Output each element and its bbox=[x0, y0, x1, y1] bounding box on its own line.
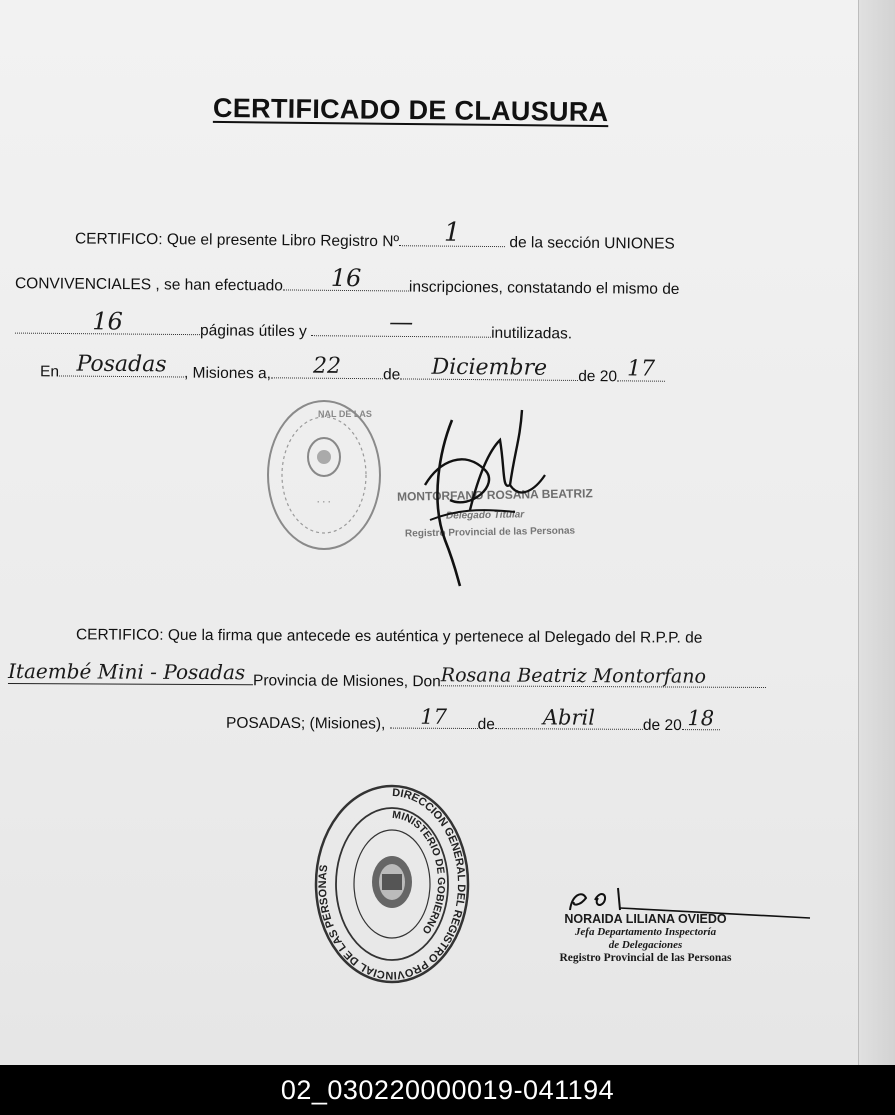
document-title: CERTIFICADO DE CLAUSURA bbox=[212, 92, 609, 128]
para1-line1 bbox=[74, 217, 675, 253]
page-edge bbox=[858, 0, 895, 1065]
para1-l4-text-d: de 20 bbox=[578, 367, 618, 386]
handwritten-libro-numero: 1 bbox=[443, 217, 461, 248]
para1-l1-text-a: CERTIFICO: Que el presente Libro Registro Nº bbox=[74, 230, 400, 251]
para2-l3-text-b: de bbox=[477, 716, 495, 734]
para1-l3-text-a: páginas útiles y bbox=[199, 322, 307, 341]
seal-inner-text: MINISTERIO DE GOBIERNO bbox=[391, 808, 447, 937]
blank-inscripciones bbox=[283, 263, 409, 293]
blank-inutilizadas bbox=[311, 307, 491, 338]
seal-ring-text: DIRECCION GENERAL DEL REGISTRO PROVINCIAL DE LAS PERSONAS bbox=[316, 786, 468, 982]
para1-l2-text-a: CONVIVENCIALES , se han efectuado bbox=[14, 275, 284, 295]
handwritten-dia: 22 bbox=[312, 353, 342, 379]
official-oval-seal bbox=[312, 782, 472, 986]
para2-line2 bbox=[7, 659, 766, 693]
handwritten-nombre-delegado: Rosana Beatriz Montorfano bbox=[440, 664, 707, 688]
signatory-org: Registro Provincial de las Personas bbox=[559, 951, 732, 964]
para1-l4-text-c: de bbox=[382, 366, 401, 384]
blank-dia bbox=[271, 353, 383, 379]
blank-mes-2 bbox=[495, 705, 643, 730]
para2-line3 bbox=[225, 704, 720, 736]
blank-dia-2 bbox=[390, 704, 478, 729]
para2-l3-text-a: POSADAS; (Misiones), bbox=[225, 714, 386, 733]
para2-line1: CERTIFICO: Que la firma que antecede es auténtica y pertenece al Delegado del R.P.P. de bbox=[75, 626, 703, 647]
blank-anio bbox=[617, 356, 665, 382]
delegate-signature bbox=[410, 390, 560, 590]
handwritten-anio-2: 18 bbox=[687, 706, 715, 731]
svg-text:· · ·: · · · bbox=[317, 497, 331, 507]
handwritten-mes-2: Abril bbox=[542, 705, 596, 730]
blank-libro-numero bbox=[399, 217, 505, 248]
signatory-role-1: Jefa Departamento Inspectoría bbox=[574, 926, 717, 939]
stamp1-ring-text: NAL DE LAS bbox=[318, 409, 372, 419]
handwritten-inutilizadas: — bbox=[389, 307, 414, 337]
handwritten-anio: 17 bbox=[626, 356, 656, 382]
handwritten-inscripciones: 16 bbox=[330, 263, 362, 293]
delegate-stamp-role: Delegado Titular bbox=[445, 509, 525, 522]
round-seal-stamp-1 bbox=[262, 395, 387, 555]
blank-nombre-delegado bbox=[440, 664, 766, 688]
para2-l3-text-c: de 20 bbox=[642, 716, 682, 735]
para1-l1-text-b: de la sección UNIONES bbox=[509, 234, 675, 253]
para1-l4-text-b: , Misiones a, bbox=[183, 364, 272, 383]
para1-l2-text-b: inscripciones, constatando el mismo de bbox=[408, 278, 680, 298]
footer-document-id: 02_030220000019-041194 bbox=[0, 1065, 895, 1115]
blank-mes bbox=[400, 354, 578, 381]
handwritten-ciudad: Posadas bbox=[76, 351, 167, 378]
blank-paginas-utiles bbox=[15, 307, 200, 336]
delegate-stamp-org: Registro Provincial de las Personas bbox=[404, 525, 576, 540]
delegate-stamp-name: MONTORFANO ROSANA BEATRIZ bbox=[396, 486, 593, 504]
para1-line4 bbox=[39, 351, 665, 386]
blank-anio-2 bbox=[682, 706, 720, 731]
para2-l2-text-a: Provincia de Misiones, Don bbox=[252, 672, 441, 691]
blank-ciudad bbox=[59, 351, 184, 378]
para1-line3 bbox=[15, 307, 573, 344]
handwritten-dia-2: 17 bbox=[420, 704, 448, 729]
handwritten-mes: Diciembre bbox=[431, 354, 548, 381]
signatory-role-2: de Delegaciones bbox=[608, 939, 683, 952]
handwritten-localidad: Itaembé Mini - Posadas bbox=[7, 659, 246, 685]
signature-block bbox=[553, 912, 738, 965]
para1-l3-text-b: inutilizadas. bbox=[491, 324, 573, 343]
para1-line2 bbox=[14, 263, 680, 299]
para1-l4-text-a: En bbox=[39, 363, 60, 381]
handwritten-paginas-utiles: 16 bbox=[92, 307, 123, 336]
blank-localidad bbox=[7, 659, 253, 685]
signatory-name: NORAIDA LILIANA OVIEDO bbox=[564, 912, 727, 926]
